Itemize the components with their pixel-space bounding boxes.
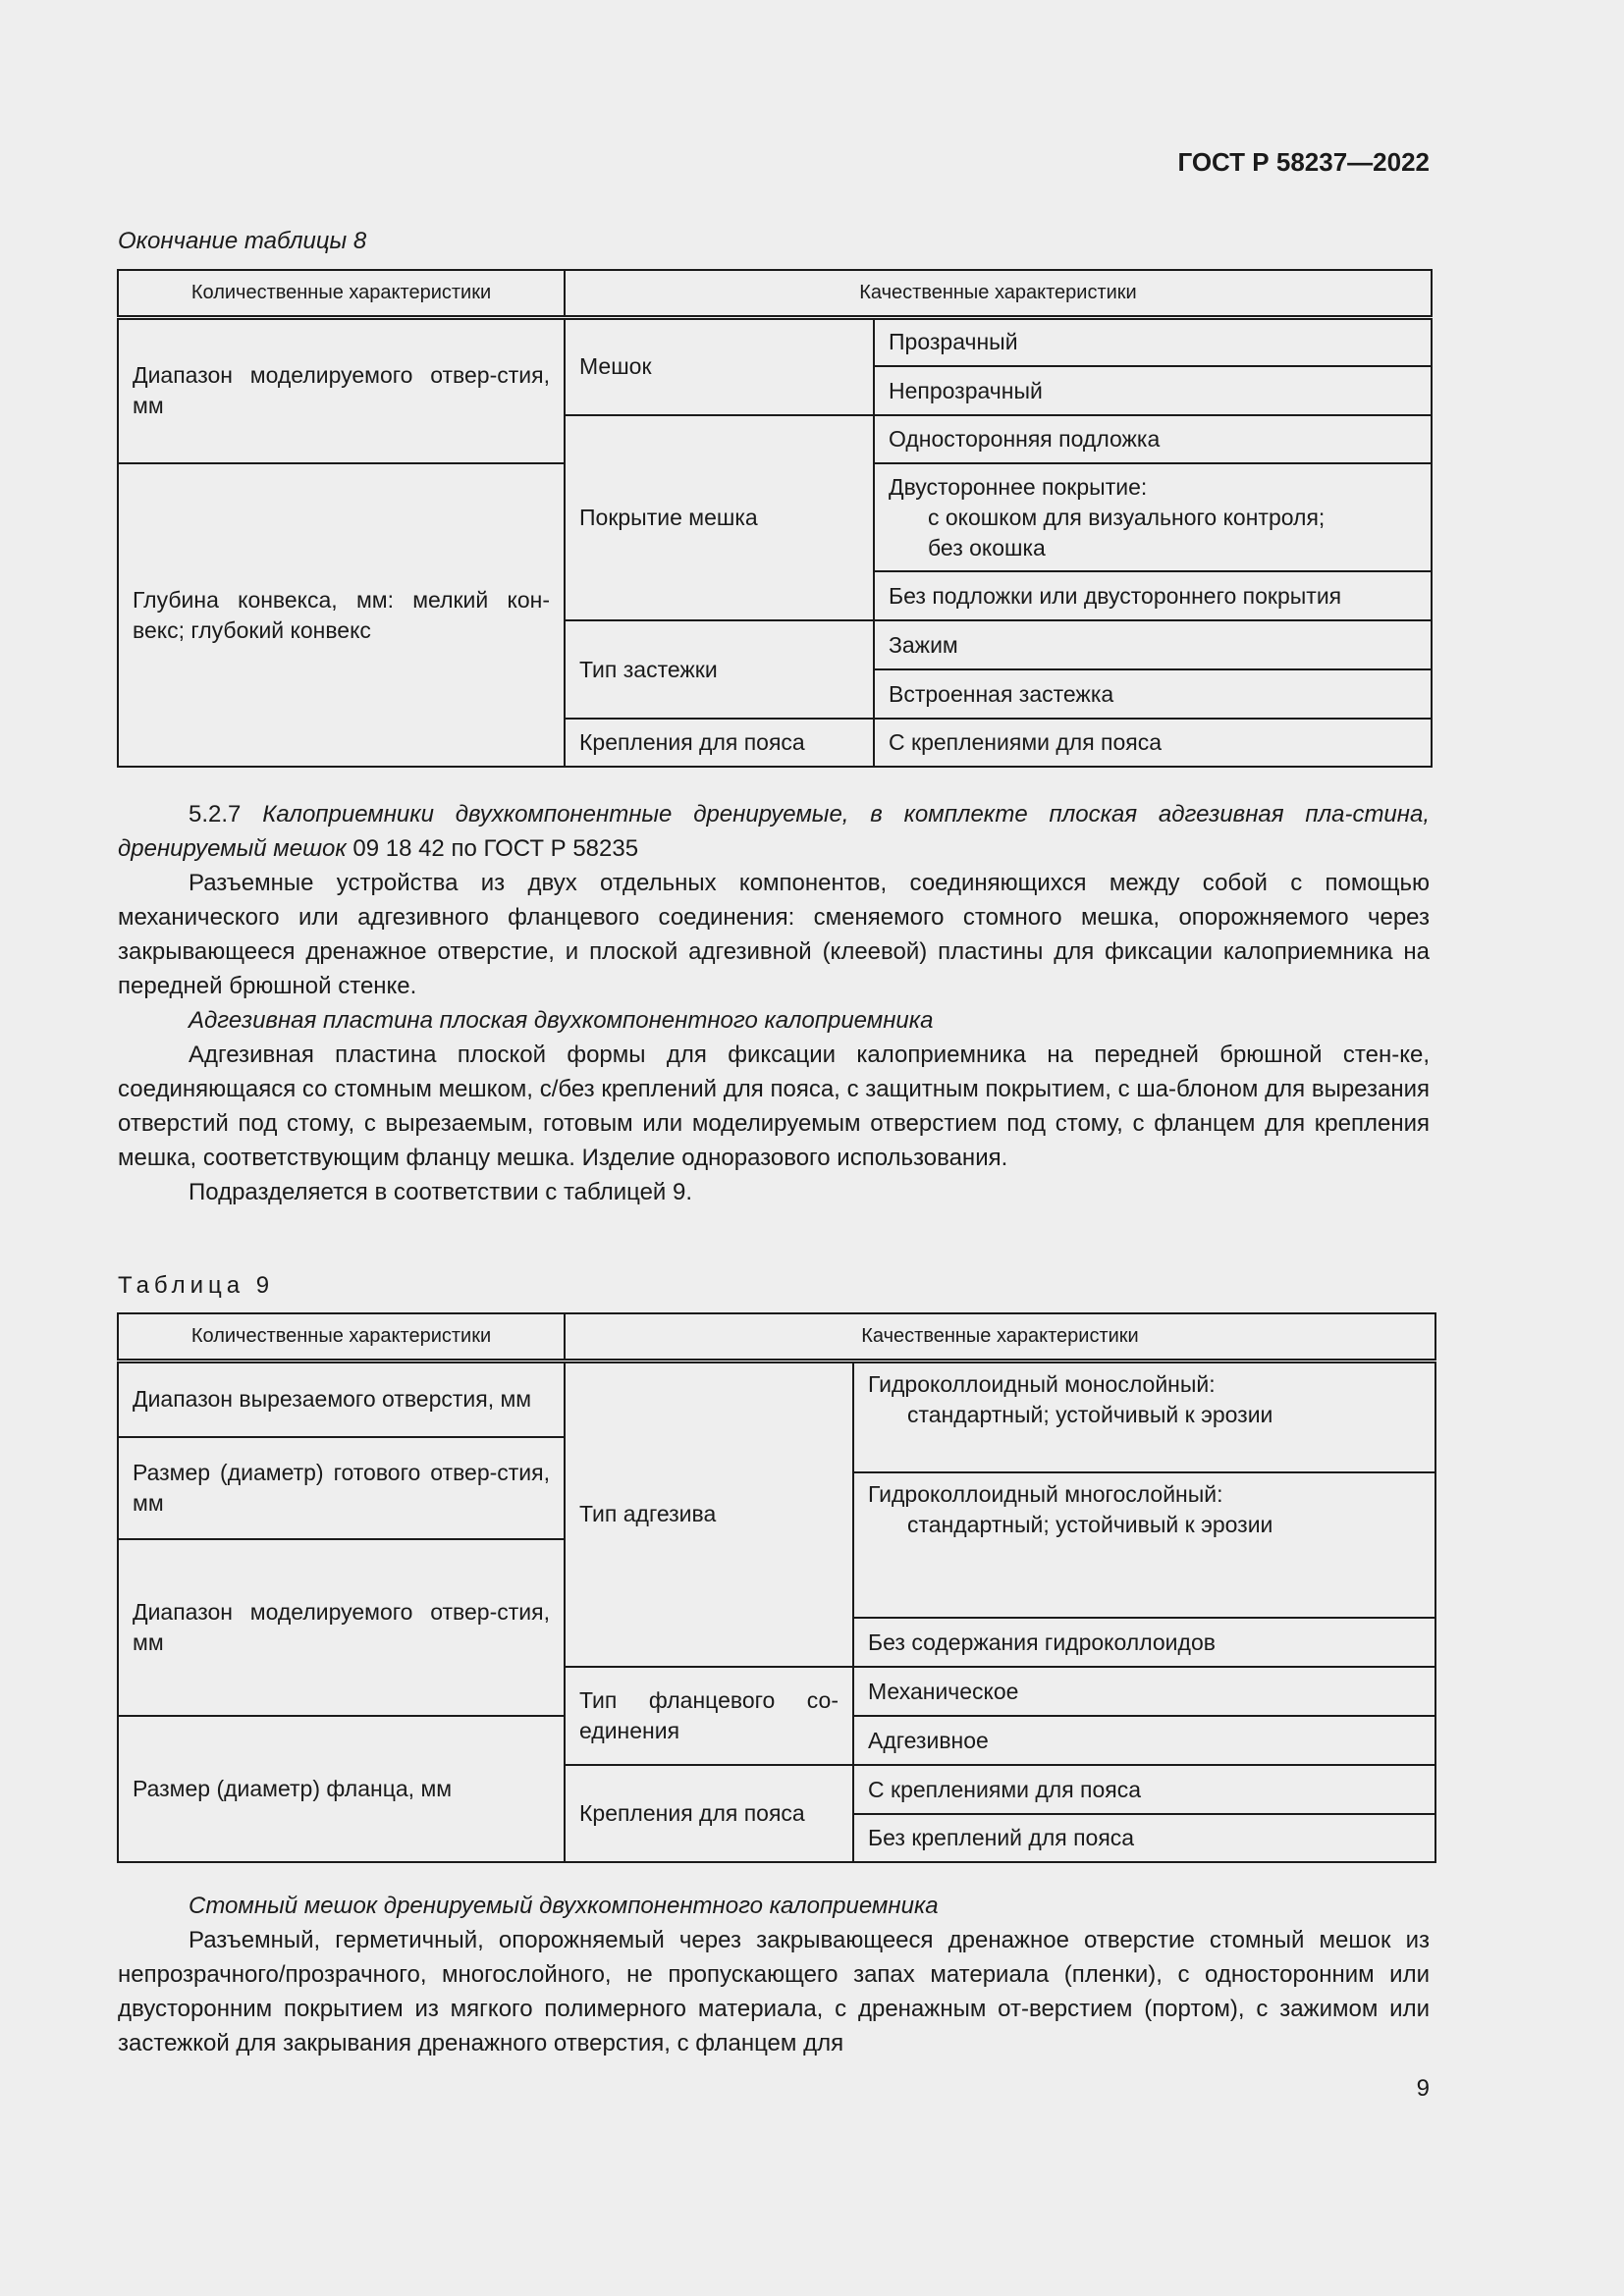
table-cell: Покрытие мешка (565, 415, 874, 620)
table-cell (874, 463, 1432, 571)
table8-caption: Окончание таблицы 8 (118, 228, 367, 254)
table-cell: Размер (диаметр) готового отвер-стия, мм (118, 1437, 565, 1539)
table-cell: С креплениями для пояса (874, 719, 1432, 767)
table-cell: Диапазон вырезаемого отверстия, мм (118, 1361, 565, 1437)
table-cell: Крепления для пояса (565, 719, 874, 767)
table-cell: Прозрачный (874, 317, 1432, 366)
table-cell: Без подложки или двустороннего покрытия (874, 571, 1432, 620)
paragraph: Подразделяется в соответствии с таблицей 9. (189, 1179, 693, 1205)
table-cell: Мешок (565, 317, 874, 415)
table-cell: Адгезивное (853, 1716, 1435, 1765)
table-cell: С креплениями для пояса (853, 1765, 1435, 1814)
table-cell: Без креплений для пояса (853, 1814, 1435, 1862)
subheading: Адгезивная пластина плоская двухкомпонентного калоприемника (189, 1007, 934, 1034)
table-cell: Механическое (853, 1667, 1435, 1716)
paragraph: Разъемные устройства из двух отдельных компонентов, соединяющихся между собой с помощью механического или адгезивного фланцевого соединения: сменяемого стомного мешка, опорожняемого через закрывающееся дренажное отверстие, и плоской адгезивной (клеевой) пластины для фиксации калоприемника на передней брюшной стенке. (118, 870, 1430, 999)
table-cell: Тип фланцевого со-единения (565, 1667, 853, 1765)
table-cell: Зажим (874, 620, 1432, 669)
table-8 (117, 269, 1433, 768)
subheading: Стомный мешок дренируемый двухкомпонентного калоприемника (189, 1893, 939, 1919)
table-cell (853, 1472, 1435, 1618)
table-cell (853, 1361, 1435, 1472)
table-cell: Диапазон моделируемого отвер-стия, мм (118, 1539, 565, 1716)
table-cell: Глубина конвекса, мм: мелкий кон-векс; глубокий конвекс (118, 463, 565, 767)
cell-line: без окошка (928, 534, 1046, 561)
table-cell: Односторонняя подложка (874, 415, 1432, 463)
cell-line: Двустороннее покрытие: (889, 473, 1148, 500)
table-cell: Тип застежки (565, 620, 874, 719)
section-title-tail: 09 18 42 по ГОСТ Р 58235 (352, 835, 639, 862)
cell-line: стандартный; устойчивый к эрозии (907, 1401, 1273, 1427)
column-header-quantitative: Количественные характеристики (118, 270, 565, 317)
table-cell: Встроенная застежка (874, 669, 1432, 719)
section-title-italic: Калоприемники двухкомпонентные дренируемые, в комплекте плоская адгезивная пла-стина, дренируемый мешок (118, 801, 1430, 862)
table-cell: Крепления для пояса (565, 1765, 853, 1862)
section-title (118, 797, 1430, 866)
cell-line: с окошком для визуального контроля; (928, 504, 1326, 530)
table-cell: Размер (диаметр) фланца, мм (118, 1716, 565, 1862)
column-header-qualitative: Качественные характеристики (565, 1313, 1435, 1361)
table-cell: Тип адгезива (565, 1361, 853, 1667)
column-header-quantitative: Количественные характеристики (118, 1313, 565, 1361)
section-number: 5.2.7 (189, 801, 242, 828)
paragraph: Адгезивная пластина плоской формы для фиксации калоприемника на передней брюшной стен-ке, соединяющаяся со стомным мешком, с/без креплений для пояса, с защитным покрытием, с ша-блоном для вырезания отверстий под стому, с вырезаемым, готовым или моделируемым отверстием под стому, с фланцем для крепления мешка, соответствующим фланцу мешка. Изделие одноразового использования. (118, 1041, 1430, 1171)
table-cell: Непрозрачный (874, 366, 1432, 415)
section-5-2-7 (118, 797, 1430, 1209)
table9-caption: Таблица 9 (118, 1272, 275, 1299)
table-cell: Диапазон моделируемого отвер-стия, мм (118, 317, 565, 463)
page-number: 9 (1416, 2075, 1430, 2102)
table-9 (117, 1312, 1436, 1863)
table-cell: Без содержания гидроколлоидов (853, 1618, 1435, 1667)
section-stoma-bag (118, 1889, 1430, 2060)
paragraph: Разъемный, герметичный, опорожняемый через закрывающееся дренажное отверстие стомный мешок из непрозрачного/прозрачного, многослойного, не пропускающего запах материала (пленки), с односторонним или двусторонним покрытием из мягкого полимерного материала, с дренажным от-верстием (портом), с зажимом или застежкой для закрывания дренажного отверстия, с фланцем для (118, 1927, 1430, 2056)
cell-line: стандартный; устойчивый к эрозии (907, 1512, 1273, 1537)
cell-line: Гидроколлоидный многослойный: (868, 1481, 1223, 1507)
cell-line: Гидроколлоидный монослойный: (868, 1370, 1216, 1397)
column-header-qualitative: Качественные характеристики (565, 270, 1432, 317)
document-header: ГОСТ Р 58237—2022 (1177, 147, 1430, 177)
